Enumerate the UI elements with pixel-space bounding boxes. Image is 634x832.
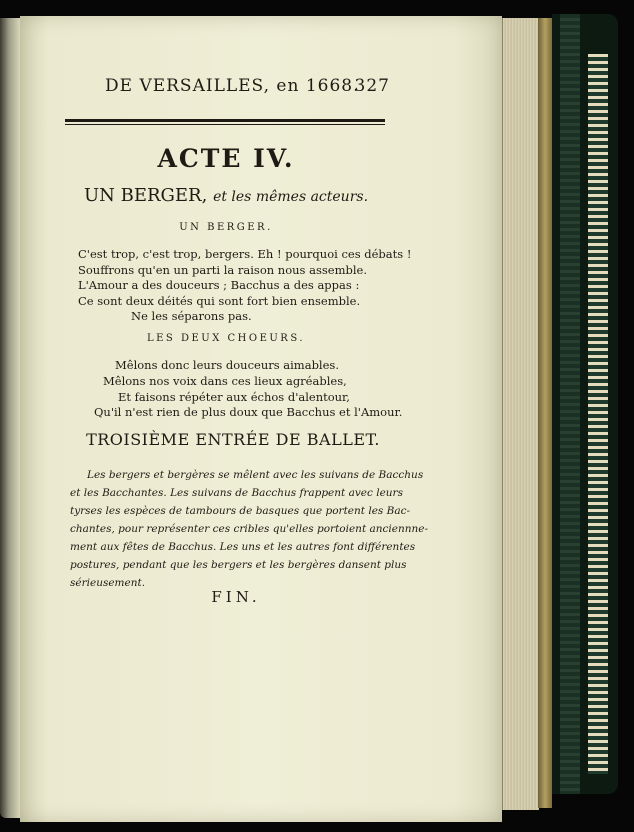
speaker-name: LES DEUX CHOEURS.	[146, 333, 305, 344]
verse-line: L'Amour a des douceurs ; Bacchus a des appas :	[78, 278, 360, 292]
speaker-name: UN BERGER.	[179, 222, 273, 233]
page-edges	[502, 18, 539, 810]
chorus-line: Mêlons donc leurs douceurs aimables.	[115, 358, 339, 372]
scene-heading	[0, 185, 452, 206]
book-page	[20, 16, 502, 822]
verse-line: C'est trop, c'est trop, bergers. Eh ! pourquoi ces débats !	[78, 247, 412, 261]
ballet-entree-heading: TROISIÈME ENTRÉE DE BALLET.	[86, 430, 380, 449]
end-mark: FIN.	[211, 588, 261, 606]
scene-character: UN BERGER,	[83, 185, 208, 206]
page-number: 327	[354, 76, 390, 96]
stage-direction-line: chantes, pour représenter ces cribles qu'elles portoient anciennne-	[70, 523, 429, 535]
act-title: ACTE IV.	[157, 144, 295, 173]
stage-direction-line: postures, pendant que les bergers et les bergères dansent plus	[70, 559, 407, 571]
header-rule	[65, 119, 385, 122]
verse-line: Ce sont deux déités qui sont fort bien ensemble.	[78, 294, 361, 308]
facing-page-edge	[0, 18, 20, 818]
stage-direction-line: ment aux fêtes de Bacchus. Les uns et les autres font différentes	[70, 541, 416, 553]
header-rule-thin	[65, 124, 385, 125]
gilt-edge	[538, 18, 552, 808]
book-cover-edge	[552, 14, 618, 794]
chorus-line: Et faisons répéter aux échos d'alentour,	[118, 390, 350, 404]
running-header	[105, 76, 390, 102]
verse-line: Ne les séparons pas.	[131, 309, 252, 323]
stage-direction-line: Les bergers et bergères se mêlent avec les suivans de Bacchus	[87, 469, 424, 481]
stage-direction-line: tyrses les espèces de tambours de basques que portent les Bac-	[70, 505, 411, 517]
stage-direction-line: sérieusement.	[70, 577, 146, 589]
stage-direction-line: et les Bacchantes. Les suivans de Bacchus frappent avec leurs	[70, 487, 403, 499]
chorus-line: Qu'il n'est rien de plus doux que Bacchus et l'Amour.	[94, 405, 403, 419]
verse-line: Souffrons qu'en un parti la raison nous assemble.	[78, 263, 367, 277]
chorus-line: Mêlons nos voix dans ces lieux agréables,	[103, 374, 347, 388]
cover-border-pattern	[588, 54, 608, 774]
scene-note: et les mêmes acteurs.	[213, 189, 369, 205]
cover-pattern	[560, 14, 580, 794]
running-title: DE VERSAILLES, en 1668.	[105, 76, 360, 96]
